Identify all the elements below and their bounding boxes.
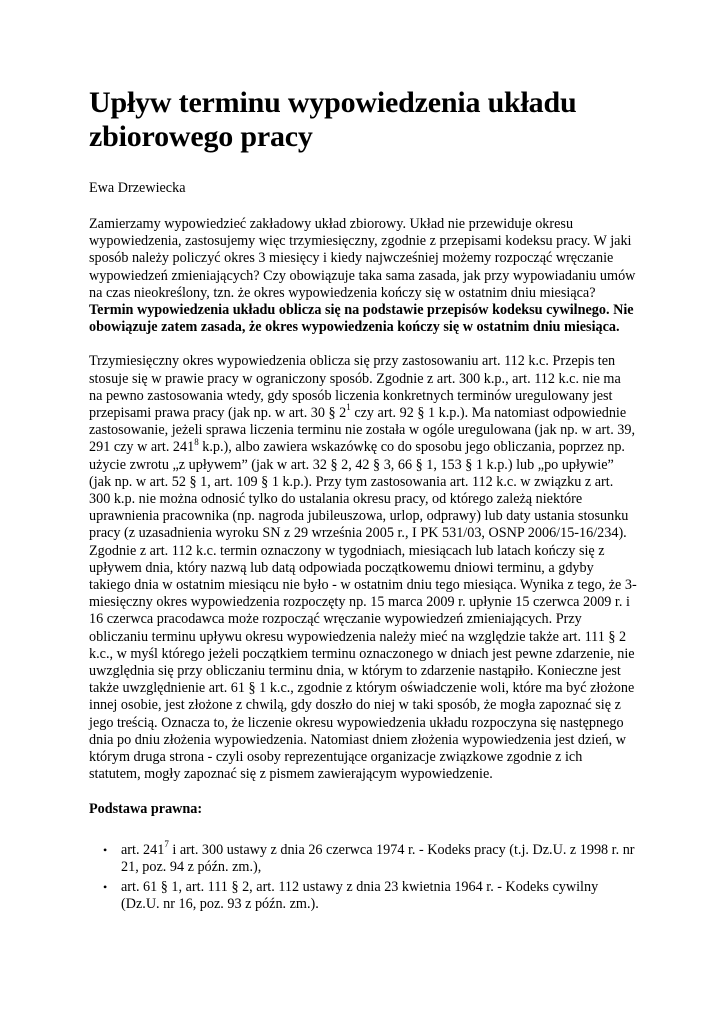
legal-item-text-pre: art. 61 § 1, art. 111 § 2, art. 112 ustawy z dnia 23 kwietnia 1964 r. - Kodeks cywilny (Dz.U. nr 16, poz. 93 z późn. zm.).: [121, 879, 599, 913]
legal-item-text-post: i art. 300 ustawy z dnia 26 czerwca 1974 r. - Kodeks pracy (t.j. Dz.U. z 1998 r. nr 21, poz. 94 z późn. zm.),: [121, 841, 635, 875]
legal-basis-list: [89, 838, 637, 914]
intro-question: Zamierzamy wypowiedzieć zakładowy układ zbiorowy. Układ nie przewiduje okresu wypowiedzenia, zastosujemy więc trzymiesięczny, zgodnie z przepisami kodeksu pracy. W jaki sposób należy policzyć okres 3 miesięcy i kiedy najwcześniej możemy rozpocząć wręczanie wypowiedzeń zmieniających? Czy obowiązuje taka sama zasada, jak przy wypowiadaniu umów na czas nieokreślony, tzn. że okres wypowiedzenia kończy się w ostatnim dniu miesiąca?: [89, 216, 636, 301]
document-title: Upływ terminu wypowiedzenia układu zbiorowego pracy: [89, 86, 577, 153]
body-paragraph: [89, 353, 637, 783]
legal-basis-heading: Podstawa prawna:: [89, 800, 203, 817]
body-superscript-1: 1: [346, 402, 351, 413]
bullet-icon: •: [103, 842, 108, 857]
list-item: [89, 879, 637, 913]
body-superscript-2: 8: [194, 436, 199, 447]
author-name: Ewa Drzewiecka: [89, 180, 186, 196]
bullet-icon: •: [103, 880, 108, 895]
intro-answer-bold: Termin wypowiedzenia układu oblicza się na podstawie przepisów kodeksu cywilnego. Nie obowiązuje zatem zasada, że okres wypowiedzenia kończy się w ostatnim dniu miesiąca.: [89, 302, 634, 336]
intro-paragraph: [89, 216, 637, 336]
body-text-part-2: czy art. 92 § 1 k.p.). Ma natomiast odpowiednie zastosowanie, jeżeli sprawa liczenia terminu nie została w ogóle uregulowana (jak np. w art. 39, 291 czy w art. 241: [89, 405, 636, 456]
document-page: [89, 86, 637, 917]
list-item: [89, 838, 637, 876]
body-text-part-1: Trzymiesięczny okres wypowiedzenia oblicza się przy zastosowaniu art. 112 k.c. Przepis ten stosuje się w prawie pracy w ograniczony sposób. Zgodnie z art. 300 k.p., art. 112 k.c. nie ma na pewno zastosowania wtedy, gdy sposób liczenia konkretnych terminów uregulowany jest przepisami prawa pracy (jak np. w art. 30 § 2: [89, 353, 621, 422]
legal-item-text-pre: art. 241: [121, 841, 165, 858]
body-text-part-3: k.p.), albo zawiera wskazówkę co do sposobu jego obliczania, poprzez np. użycie zwrotu „z upływem” (jak w art. 32 § 2, 42 § 3, 66 § 1, 153 § 1 k.p.) lub „po upływie” (jak np. w art. 52 § 1, art. 109 § 1 k.p.). Przy tym zastosowania art. 112 k.c. w związku z art. 300 k.p. nie można odnosić tylko do ustalania okresu pracy, od którego zależą niektóre uprawnienia pracownika (np. nagroda jubileuszowa, urlop, odprawy) lub daty ustania stosunku pracy (z uzasadnienia wyroku SN z 29 września 2005 r., I PK 531/03, OSNP 2006/15-16/234). Zgodnie z art. 112 k.c. termin oznaczony w tygodniach, miesiącach lub latach kończy się z upływem dnia, który nazwą lub datą odpowiada początkowemu dniowi terminu, a gdyby takiego dnia w ostatnim miesiącu nie było - w ostatnim dniu tego miesiąca. Wynika z tego, że 3-miesięczny okres wypowiedzenia rozpoczęty np. 15 marca 2009 r. upłynie 15 czerwca 2009 r. i 16 czerwca pracodawca może rozpocząć wręczanie wypowiedzeń zmieniających. Przy obliczaniu terminu upływu okresu wypowiedzenia należy mieć na względzie także art. 111 § 2 k.c., w myśl którego jeżeli początkiem terminu oznaczonego w dniach jest pewne zdarzenie, nie uwzględnia się przy obliczaniu terminu dnia, w którym to zdarzenie nastąpiło. Konieczne jest także uwzględnienie art. 61 § 1 k.c., zgodnie z którym oświadczenie woli, które ma być złożone innej osobie, jest złożone z chwilą, gdy doszło do niej w taki sposób, że mogła zapoznać się z jego treścią. Oznacza to, że liczenie okresu wypowiedzenia układu rozpoczyna się następnego dnia po dniu złożenia wypowiedzenia. Natomiast dniem złożenia wypowiedzenia jest dzień, w którym druga strona - czyli osoby reprezentujące organizacje związkowe zgodnie z ich statutem, mogły zapoznać się z pismem zawierającym wypowiedzenie.: [89, 439, 637, 783]
legal-item-superscript: 7: [164, 838, 169, 849]
